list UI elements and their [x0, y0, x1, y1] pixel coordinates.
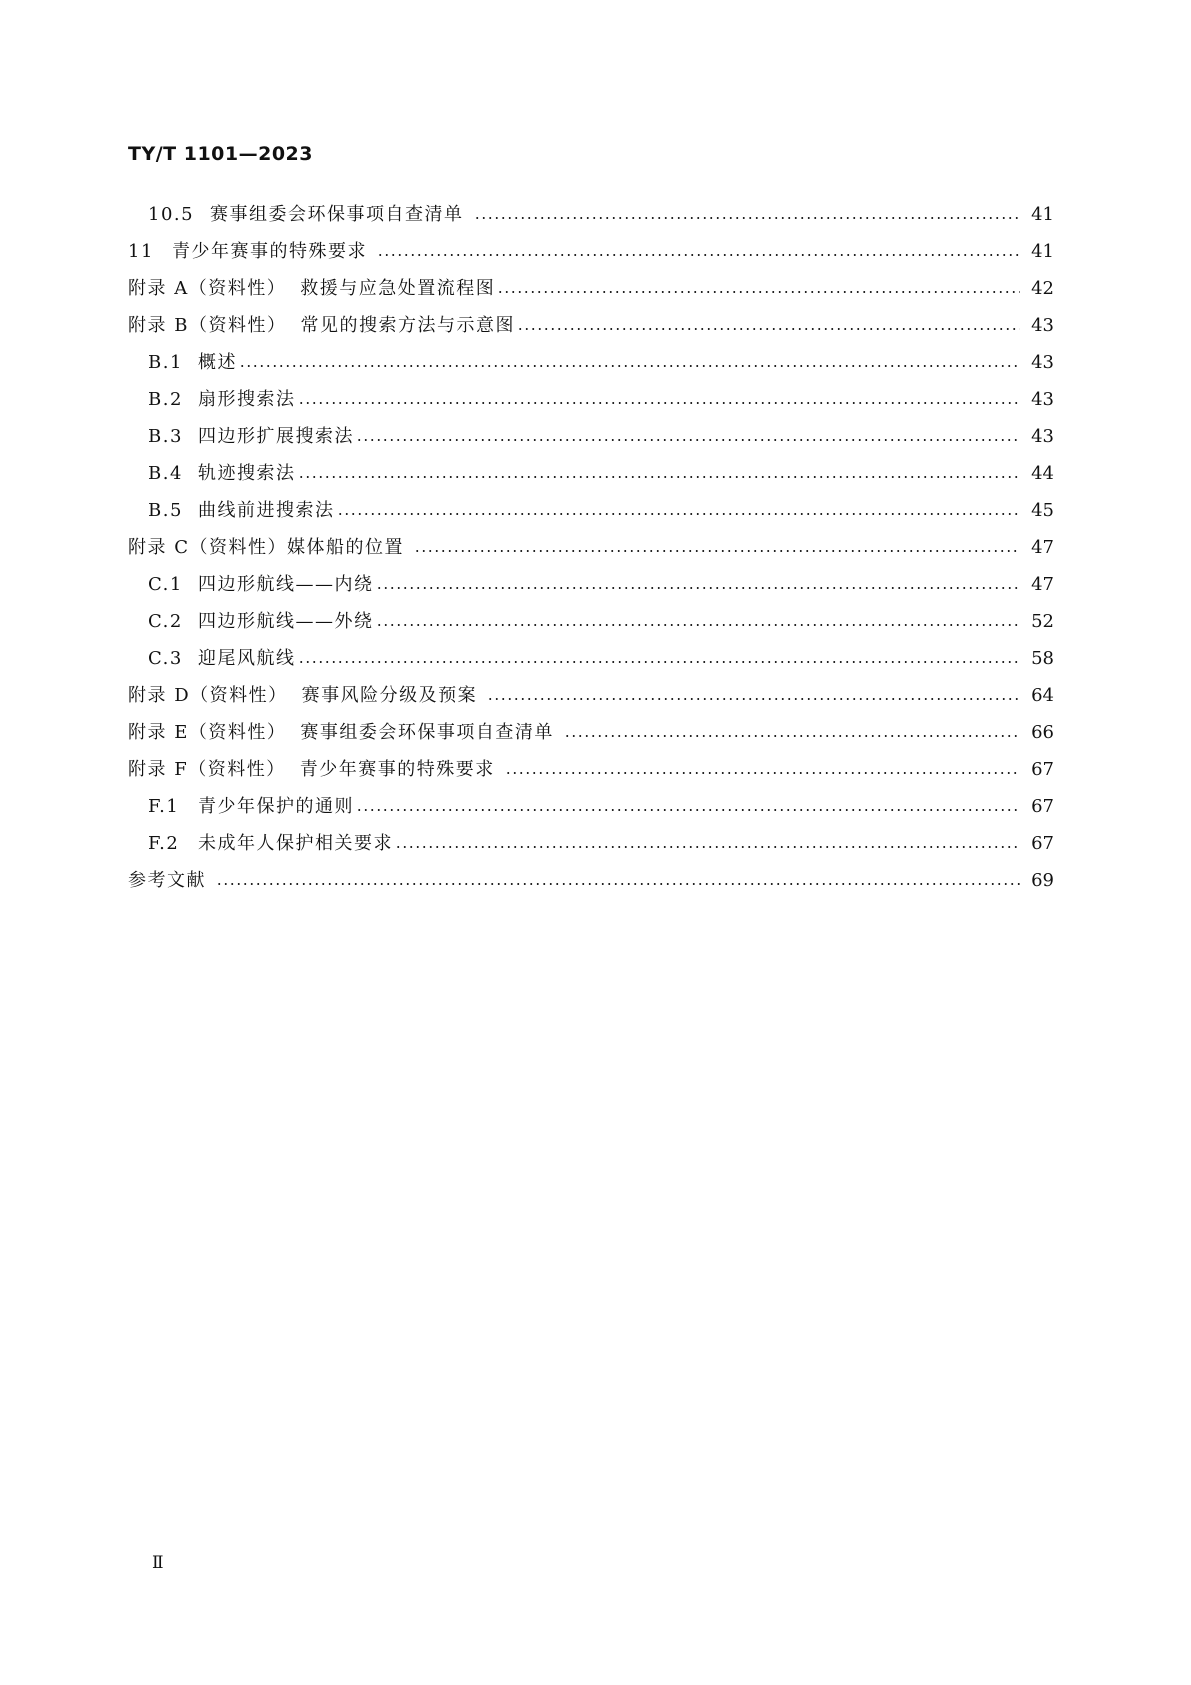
- toc-entry-number: 附录 C（资料性）: [128, 536, 287, 558]
- toc-entry-page: 67: [1031, 758, 1054, 780]
- toc-entry-title: 青少年赛事的特殊要求: [299, 758, 495, 780]
- toc-entry-title: 青少年保护的通则: [198, 795, 354, 817]
- toc-entry-page: 47: [1031, 536, 1054, 558]
- toc-dot-leader: [564, 735, 1020, 737]
- toc-entry-b-5[interactable]: [128, 492, 1054, 529]
- toc-entry-number: B.4: [148, 462, 183, 484]
- toc-entry-b-2[interactable]: [128, 381, 1054, 418]
- toc-entry-title: 迎尾风航线: [198, 647, 296, 669]
- toc-entry-appendix-b[interactable]: [128, 307, 1054, 344]
- toc-dot-leader: [356, 439, 1020, 441]
- toc-dot-leader: [497, 291, 1020, 293]
- toc-entry-page: 58: [1031, 647, 1054, 669]
- toc-entry-title: 赛事组委会环保事项自查清单: [300, 721, 554, 743]
- toc-entry-title: 赛事风险分级及预案: [301, 684, 478, 706]
- toc-entry-title: 四边形扩展搜索法: [198, 425, 354, 447]
- toc-entry-number: B.1: [148, 351, 183, 373]
- toc-entry-appendix-e[interactable]: [128, 714, 1054, 751]
- toc-entry-number: 附录 A（资料性）: [128, 277, 287, 299]
- toc-entry-number: B.2: [148, 388, 183, 410]
- toc-entry-11[interactable]: [128, 233, 1054, 270]
- toc-dot-leader: [517, 328, 1020, 330]
- toc-dot-leader: [395, 846, 1020, 848]
- toc-entry-number: F.2: [148, 832, 180, 854]
- document-code: TY/T 1101—2023: [128, 143, 313, 165]
- toc-entry-page: 43: [1031, 314, 1054, 336]
- toc-entry-b-3[interactable]: [128, 418, 1054, 455]
- toc-dot-leader: [298, 402, 1021, 404]
- toc-entry-page: 41: [1031, 240, 1054, 262]
- toc-entry-b-1[interactable]: [128, 344, 1054, 381]
- toc-entry-number: 附录 E（资料性）: [128, 721, 287, 743]
- toc-entry-c-2[interactable]: [128, 603, 1054, 640]
- toc-dot-leader: [298, 476, 1021, 478]
- toc-entry-b-4[interactable]: [128, 455, 1054, 492]
- toc-entry-appendix-c[interactable]: [128, 529, 1054, 566]
- toc-entry-number: 附录 F（资料性）: [128, 758, 286, 780]
- toc-entry-appendix-a[interactable]: [128, 270, 1054, 307]
- toc-entry-page: 52: [1031, 610, 1054, 632]
- toc-entry-page: 67: [1031, 795, 1054, 817]
- toc-entry-c-1[interactable]: [128, 566, 1054, 603]
- toc-entry-title: 扇形搜索法: [198, 388, 296, 410]
- toc-dot-leader: [337, 513, 1021, 515]
- toc-entry-appendix-d[interactable]: [128, 677, 1054, 714]
- toc-entry-number: B.5: [148, 499, 183, 521]
- toc-entry-page: 66: [1031, 721, 1054, 743]
- toc-entry-page: 43: [1031, 388, 1054, 410]
- toc-entry-number: 附录 B（资料性）: [128, 314, 287, 336]
- table-of-contents: [128, 196, 1054, 899]
- toc-dot-leader: [298, 661, 1021, 663]
- toc-entry-title: 四边形航线——外绕: [198, 610, 374, 632]
- toc-entry-page: 47: [1031, 573, 1054, 595]
- toc-entry-page: 43: [1031, 425, 1054, 447]
- toc-dot-leader: [239, 365, 1020, 367]
- toc-dot-leader: [376, 624, 1021, 626]
- toc-dot-leader: [356, 809, 1020, 811]
- toc-entry-f-1[interactable]: [128, 788, 1054, 825]
- toc-entry-title: 曲线前进搜索法: [198, 499, 335, 521]
- toc-entry-title: 概述: [198, 351, 237, 373]
- toc-entry-page: 67: [1031, 832, 1054, 854]
- toc-entry-title: 青少年赛事的特殊要求: [172, 240, 367, 262]
- toc-entry-c-3[interactable]: [128, 640, 1054, 677]
- toc-entry-page: 45: [1031, 499, 1054, 521]
- toc-entry-references[interactable]: [128, 862, 1054, 899]
- toc-entry-number: C.3: [148, 647, 183, 669]
- toc-entry-title: 轨迹搜索法: [198, 462, 296, 484]
- toc-entry-number: 11: [128, 240, 154, 262]
- toc-dot-leader: [376, 587, 1021, 589]
- toc-entry-page: 44: [1031, 462, 1054, 484]
- toc-entry-f-2[interactable]: [128, 825, 1054, 862]
- toc-dot-leader: [377, 254, 1020, 256]
- toc-dot-leader: [505, 772, 1020, 774]
- toc-entry-number: C.2: [148, 610, 183, 632]
- toc-entry-number: C.1: [148, 573, 183, 595]
- toc-entry-title: 常见的搜索方法与示意图: [300, 314, 515, 336]
- toc-entry-10-5[interactable]: [128, 196, 1054, 233]
- toc-entry-title: 未成年人保护相关要求: [198, 832, 393, 854]
- toc-dot-leader: [487, 698, 1020, 700]
- toc-dot-leader: [216, 883, 1020, 885]
- toc-entry-page: 43: [1031, 351, 1054, 373]
- toc-entry-page: 64: [1031, 684, 1054, 706]
- toc-entry-number: B.3: [148, 425, 183, 447]
- toc-entry-title: 参考文献: [128, 869, 206, 891]
- toc-entry-title: 赛事组委会环保事项自查清单: [210, 203, 464, 225]
- page-number: Ⅱ: [152, 1553, 163, 1573]
- toc-entry-number: F.1: [148, 795, 180, 817]
- toc-entry-number: 10.5: [148, 203, 195, 225]
- toc-entry-page: 42: [1031, 277, 1054, 299]
- toc-entry-page: 41: [1031, 203, 1054, 225]
- toc-dot-leader: [414, 550, 1020, 552]
- toc-entry-title: 救援与应急处置流程图: [300, 277, 496, 299]
- toc-dot-leader: [474, 217, 1021, 219]
- toc-entry-title: 四边形航线——内绕: [198, 573, 374, 595]
- toc-entry-page: 69: [1031, 869, 1054, 891]
- toc-entry-number: 附录 D（资料性）: [128, 684, 288, 706]
- toc-entry-title: 媒体船的位置: [287, 536, 404, 558]
- toc-entry-appendix-f[interactable]: [128, 751, 1054, 788]
